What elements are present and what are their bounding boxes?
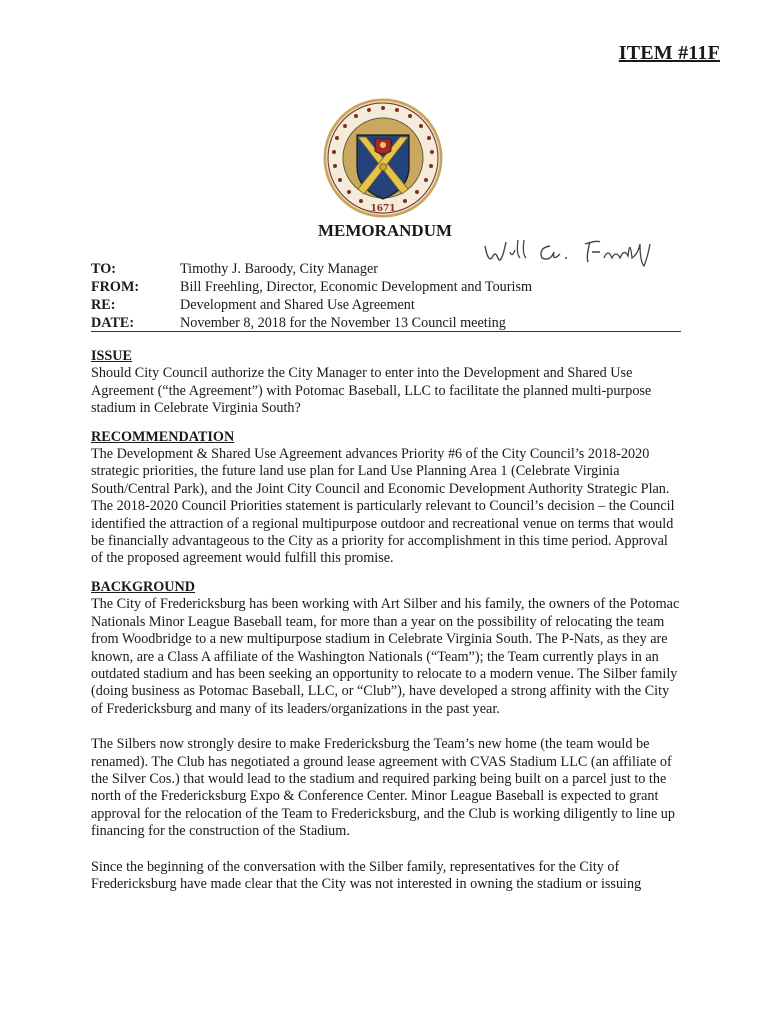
memo-body [91,348,683,904]
to-value: Timothy J. Baroody, City Manager [180,261,378,277]
background-paragraph-3: Since the beginning of the conversation with the Silber family, representatives for the City of Fredericksburg have made clear that the City was not interested in owning the stadium or issuing [91,858,642,892]
background-paragraph-2: The Silbers now strongly desire to make Fredericksburg the Team’s new home (the team would be renamed). The Club has negotiated a ground lease agreement with CVAS Stadium LLC (an affiliate of the Silver Cos.) that would lead to the stadium and required parking being built on a parcel just to the north of the Fredericksburg Expo & Conference Center. Minor League Baseball is expected to grant approval for the relocation of the Team to Fredericksburg, and the Club is working diligently to line up financing for the construction of the Stadium. [91,736,675,840]
from-label: FROM: [91,279,140,295]
date-value: November 8, 2018 for the November 13 Council meeting [180,315,506,331]
issue-heading: ISSUE [91,348,133,364]
background-paragraph-1: The City of Fredericksburg has been working with Art Silber and his family, the owners of the Potomac Nationals Minor League Baseball team, for more than a year on the possibility of relocating the team from Woodbridge to a new multipurpose stadium in Celebrate Virginia South. The P-Nats, as they are known, are a Class A affiliate of the Washington Nationals (“Team”); the Team currently plays in an outdated stadium and has been seeking an opportunity to relocate to a modern venue. The Silber family (doing business as Potomac Baseball, LLC, or “Club”), have developed a strong affinity with the City of Fredericksburg and many of its leaders/organizations in the past year. [91,596,680,717]
city-seal-logo [322,97,444,219]
recommendation-text: The Development & Shared Use Agreement advances Priority #6 of the City Council’s 2018-2020 strategic priorities, the future land use plan for Land Use Planning Area 1 (Celebrate Virginia South/Central Park), and the Joint City Council and Economic Development Authority Strategic Plan. The 2018-2020 Council Priorities statement is particularly relevant to Council’s decision – the Council identified the attraction of a regional multipurpose outdoor and recreational venue on terms that would be financially advantageous to the City as a priority for accomplishment in this time period. Approval of the proposed agreement would fulfill this promise. [91,446,675,567]
to-row [91,260,532,278]
re-value: Development and Shared Use Agreement [180,297,415,313]
memo-header [91,260,532,332]
recommendation-section [91,429,683,568]
svg-text:1671: 1671 [370,204,396,214]
issue-text: Should City Council authorize the City Manager to enter into the Development and Shared Use Agreement (“the Agreement”) with Potomac Baseball, LLC to facilitate the planned multi-purpose stadium in Celebrate Virginia South? [91,365,652,417]
re-label: RE: [91,297,116,313]
date-label: DATE: [91,315,135,331]
to-label: TO: [91,261,116,277]
from-value: Bill Freehling, Director, Economic Development and Tourism [180,279,532,295]
header-divider [91,331,681,332]
item-number: ITEM #11F [618,42,720,64]
recommendation-heading: RECOMMENDATION [91,428,235,445]
background-section [91,579,683,894]
from-row [91,278,532,296]
date-row [91,314,532,332]
re-row [91,296,532,314]
background-heading: BACKGROUND [91,578,196,595]
memo-title: MEMORANDUM [317,221,453,240]
issue-section [91,348,683,418]
